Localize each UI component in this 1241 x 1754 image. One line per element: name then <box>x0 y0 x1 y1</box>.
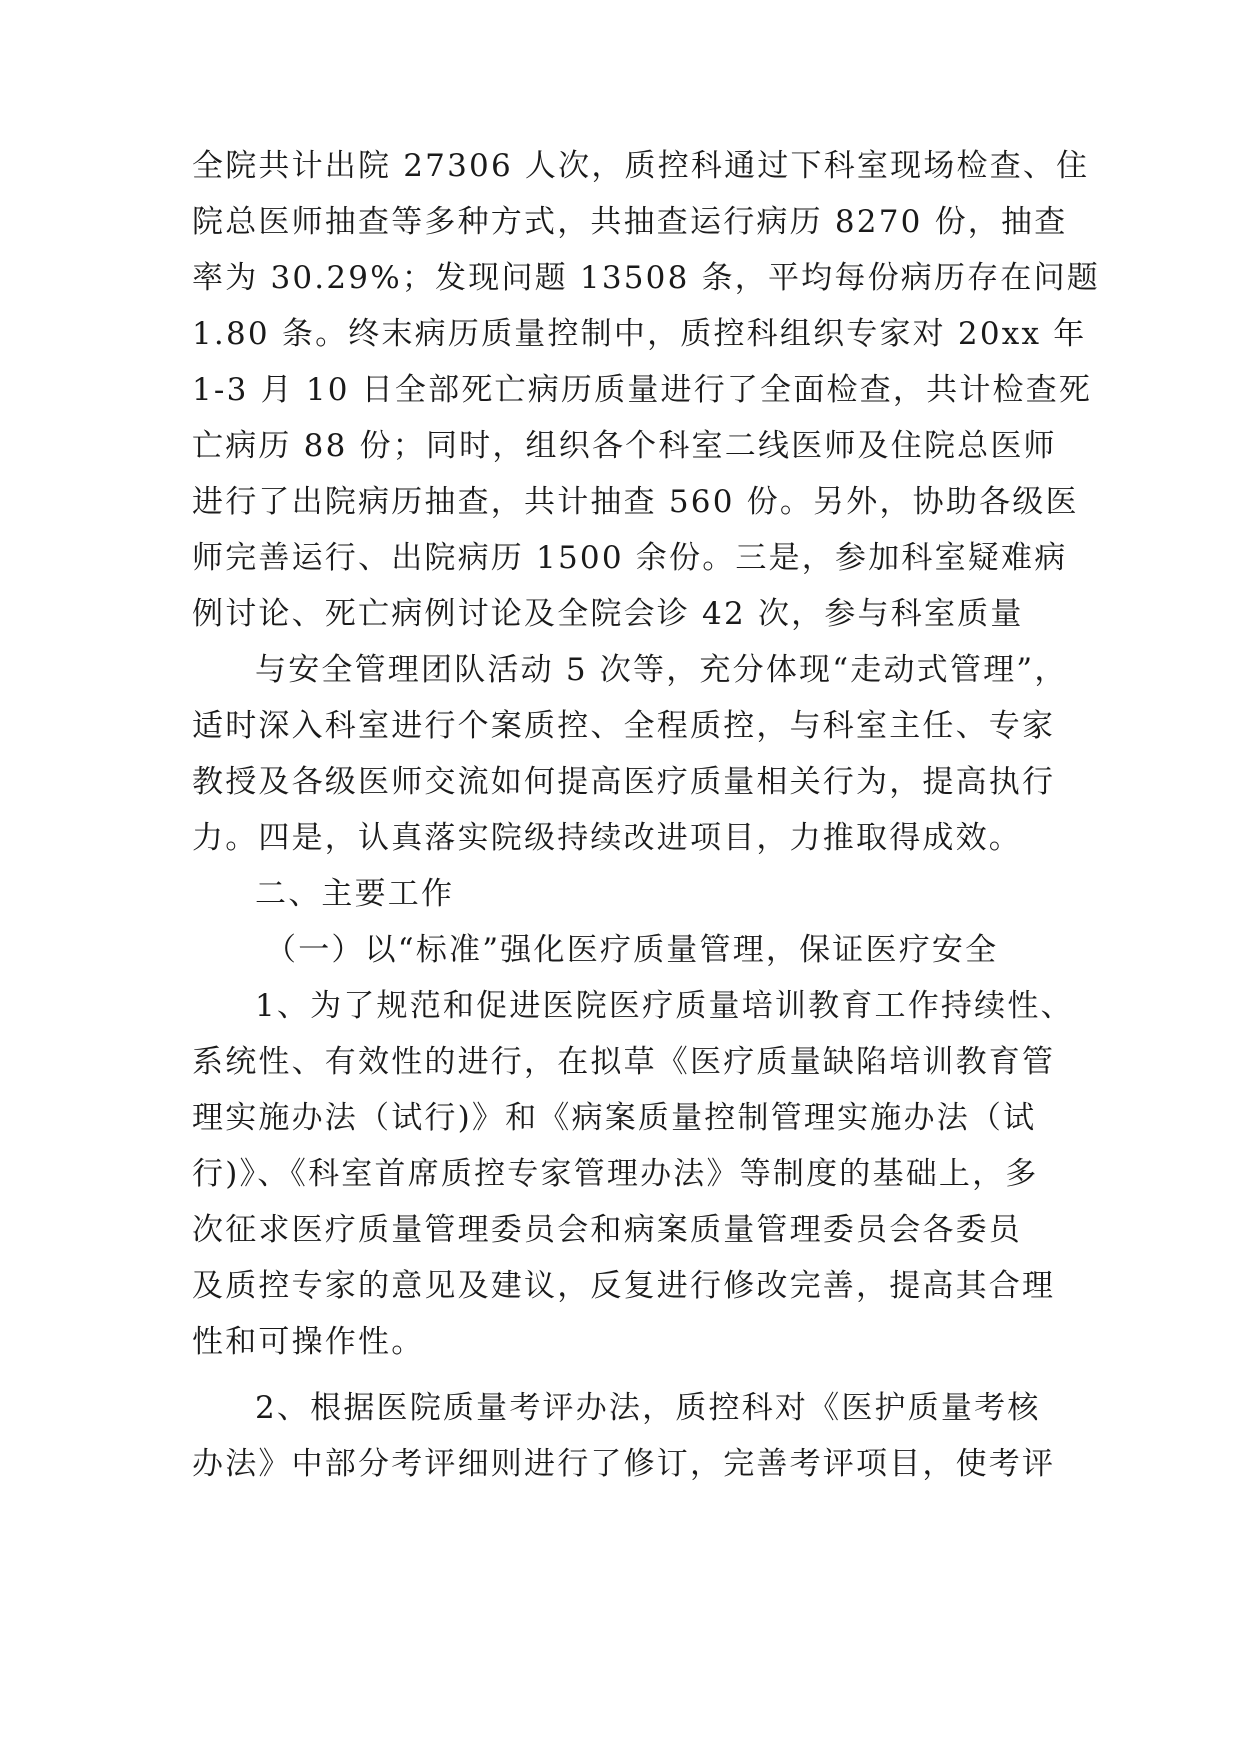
paragraph-line: 教授及各级医师交流如何提高医疗质量相关行为，提高执行 <box>192 764 1056 800</box>
paragraph-line: 及质控专家的意见及建议，反复进行修改完善，提高其合理 <box>192 1268 1056 1304</box>
paragraph-line: 亡病历 88 份；同时，组织各个科室二线医师及住院总医师 <box>192 428 1057 464</box>
paragraph-line: 次征求医疗质量管理委员会和病案质量管理委员会各委员 <box>192 1212 1022 1248</box>
paragraph-line: 进行了出院病历抽查，共计抽查 560 份。另外，协助各级医 <box>192 484 1079 520</box>
paragraph-line: 师完善运行、出院病历 1500 余份。三是，参加科室疑难病 <box>192 540 1068 576</box>
paragraph-line: 率为 30.29%；发现问题 13508 条，平均每份病历存在问题 <box>192 260 1100 296</box>
paragraph-line: 与安全管理团队活动 5 次等，充分体现“走动式管理”， <box>255 652 1068 688</box>
paragraph-line: 例讨论、死亡病例讨论及全院会诊 42 次，参与科室质量 <box>192 596 1024 632</box>
paragraph-line: 理实施办法（试行)》和《病案质量控制管理实施办法（试 <box>192 1100 1037 1136</box>
paragraph-line: 适时深入科室进行个案质控、全程质控，与科室主任、专家 <box>192 708 1056 744</box>
paragraph-line: 院总医师抽查等多种方式，共抽查运行病历 8270 份，抽查 <box>192 204 1068 240</box>
paragraph-line: 1.80 条。终末病历质量控制中，质控科组织专家对 20xx 年 <box>192 316 1087 352</box>
section-heading: 二、主要工作 <box>255 876 455 912</box>
paragraph-line: 2、根据医院质量考评办法，质控科对《医护质量考核 <box>255 1390 1041 1426</box>
paragraph-line: 1、为了规范和促进医院医疗质量培训教育工作持续性、 <box>255 988 1074 1024</box>
paragraph-line: 系统性、有效性的进行，在拟草《医疗质量缺陷培训教育管 <box>192 1044 1056 1080</box>
paragraph-line: 力。四是，认真落实院级持续改进项目，力推取得成效。 <box>192 820 1022 856</box>
subsection-heading: （一）以“标准”强化医疗质量管理，保证医疗安全 <box>265 932 999 968</box>
paragraph-line: 行)》、《科室首席质控专家管理办法》等制度的基础上，多 <box>192 1156 1039 1192</box>
paragraph-line: 办法》中部分考评细则进行了修订，完善考评项目，使考评 <box>192 1446 1056 1482</box>
paragraph-line: 1-3 月 10 日全部死亡病历质量进行了全面检查，共计检查死 <box>192 372 1093 408</box>
paragraph-line: 性和可操作性。 <box>192 1324 425 1360</box>
paragraph-line: 全院共计出院 27306 人次，质控科通过下科室现场检查、住 <box>192 148 1090 184</box>
